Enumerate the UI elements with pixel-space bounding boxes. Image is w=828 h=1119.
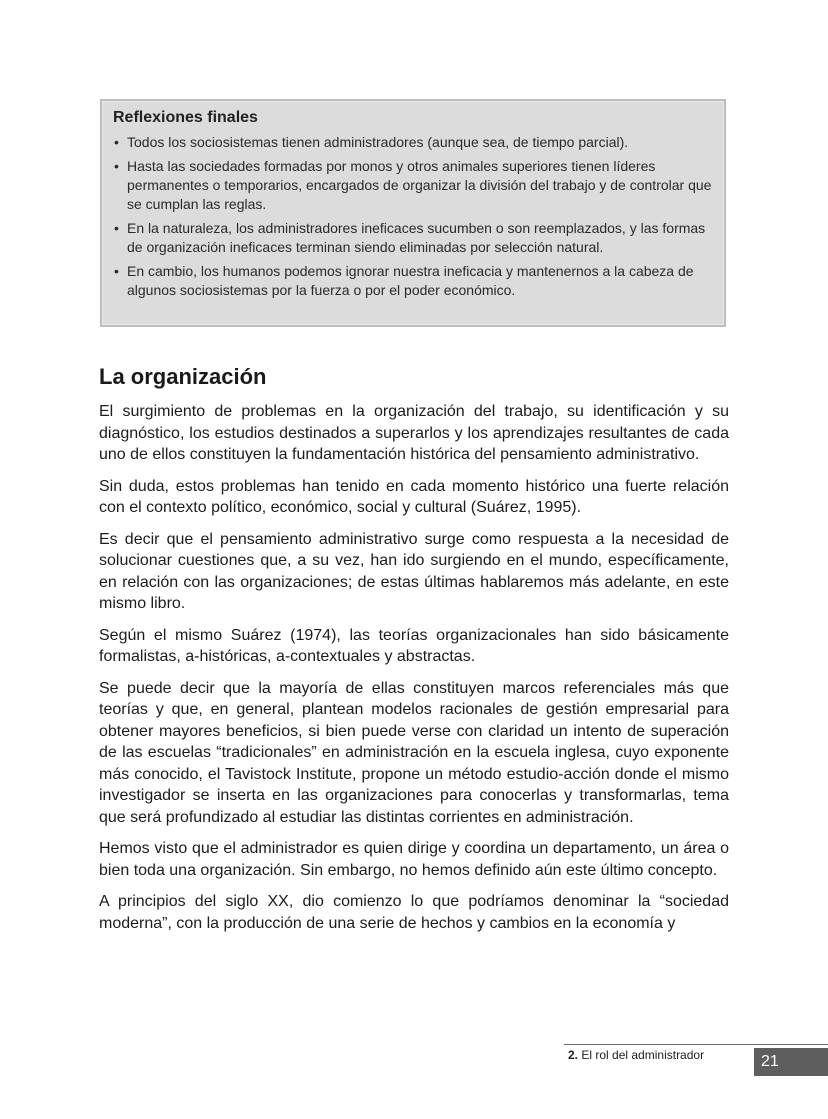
list-item	[113, 133, 712, 152]
footer-rule	[564, 1044, 828, 1045]
bullet-icon: •	[114, 158, 119, 174]
paragraph: Según el mismo Suárez (1974), las teorías organizacionales han sido básicamente formalistas, a-históricas, a-contextuales y abstractas.	[99, 626, 729, 665]
list-item-text: Todos los sociosistemas tienen administradores (aunque sea, de tiempo parcial).	[127, 134, 629, 150]
paragraph: A principios del siglo XX, dio comienzo lo que podríamos denominar la “sociedad moderna”, con la producción de una serie de hechos y cambios en la economía y	[99, 893, 729, 932]
list-item	[113, 262, 712, 300]
bullet-icon: •	[114, 134, 119, 150]
footer-chapter	[568, 1048, 704, 1062]
paragraph: Se puede decir que la mayoría de ellas constituyen marcos referenciales más que teorías y que, en general, plantean modelos racionales de gestión empresarial para obtener mayores beneficios, si bien puede verse con claridad un intento de superación de las escuelas “tradicionales” en administración en la escuela inglesa, cuyo exponente más conocido, el Tavistock Institute, propone un método estudio-acción donde el mismo investigador se inserta en las organizaciones para conocerlas y transformarlas, tema que será profundizado al estudiar las distintas corrientes en administración.	[99, 679, 729, 826]
page-number: 21	[754, 1048, 828, 1076]
list-item	[113, 157, 712, 214]
list-item-text: En cambio, los humanos podemos ignorar nuestra ineficacia y mantenernos a la cabeza de algunos sociosistemas por la fuerza o por el poder económico.	[127, 263, 694, 298]
paragraph: Es decir que el pensamiento administrativo surge como respuesta a la necesidad de solucionar cuestiones que, a su vez, han ido surgiendo en el mundo, específicamente, en relación con las organizaciones; de estas últimas hablaremos más adelante, en este mismo libro.	[99, 530, 729, 612]
paragraph: Hemos visto que el administrador es quien dirige y coordina un departamento, un área o bien toda una organización. Sin embargo, no hemos definido aún este último concepto.	[99, 840, 729, 879]
list-item	[113, 219, 712, 257]
paragraph: Sin duda, estos problemas han tenido en cada momento histórico una fuerte relación con el contexto político, económico, social y cultural (Suárez, 1995).	[99, 477, 729, 516]
reflections-list	[113, 133, 712, 300]
box-title: Reflexiones finales	[113, 109, 258, 126]
chapter-number: 2.	[568, 1048, 579, 1062]
section-heading: La organización	[99, 364, 267, 389]
final-reflections-box	[100, 99, 726, 327]
list-item-text: Hasta las sociedades formadas por monos y otros animales superiores tienen líderes permanentes o temporarios, encargados de organizar la división del trabajo y de controlar que se cumplan las reglas.	[127, 158, 712, 212]
paragraph: El surgimiento de problemas en la organización del trabajo, su identificación y su diagnóstico, los estudios destinados a superarlos y los aprendizajes resultantes de cada uno de ellos constituyen la fundamentación histórica del pensamiento administrativo.	[99, 403, 729, 463]
chapter-title: El rol del administrador	[581, 1048, 705, 1062]
bullet-icon: •	[114, 220, 119, 236]
section-body	[99, 401, 729, 944]
bullet-icon: •	[114, 263, 119, 279]
list-item-text: En la naturaleza, los administradores ineficaces sucumben o son reemplazados, y las formas de organización ineficaces terminan siendo eliminadas por selección natural.	[127, 220, 706, 255]
